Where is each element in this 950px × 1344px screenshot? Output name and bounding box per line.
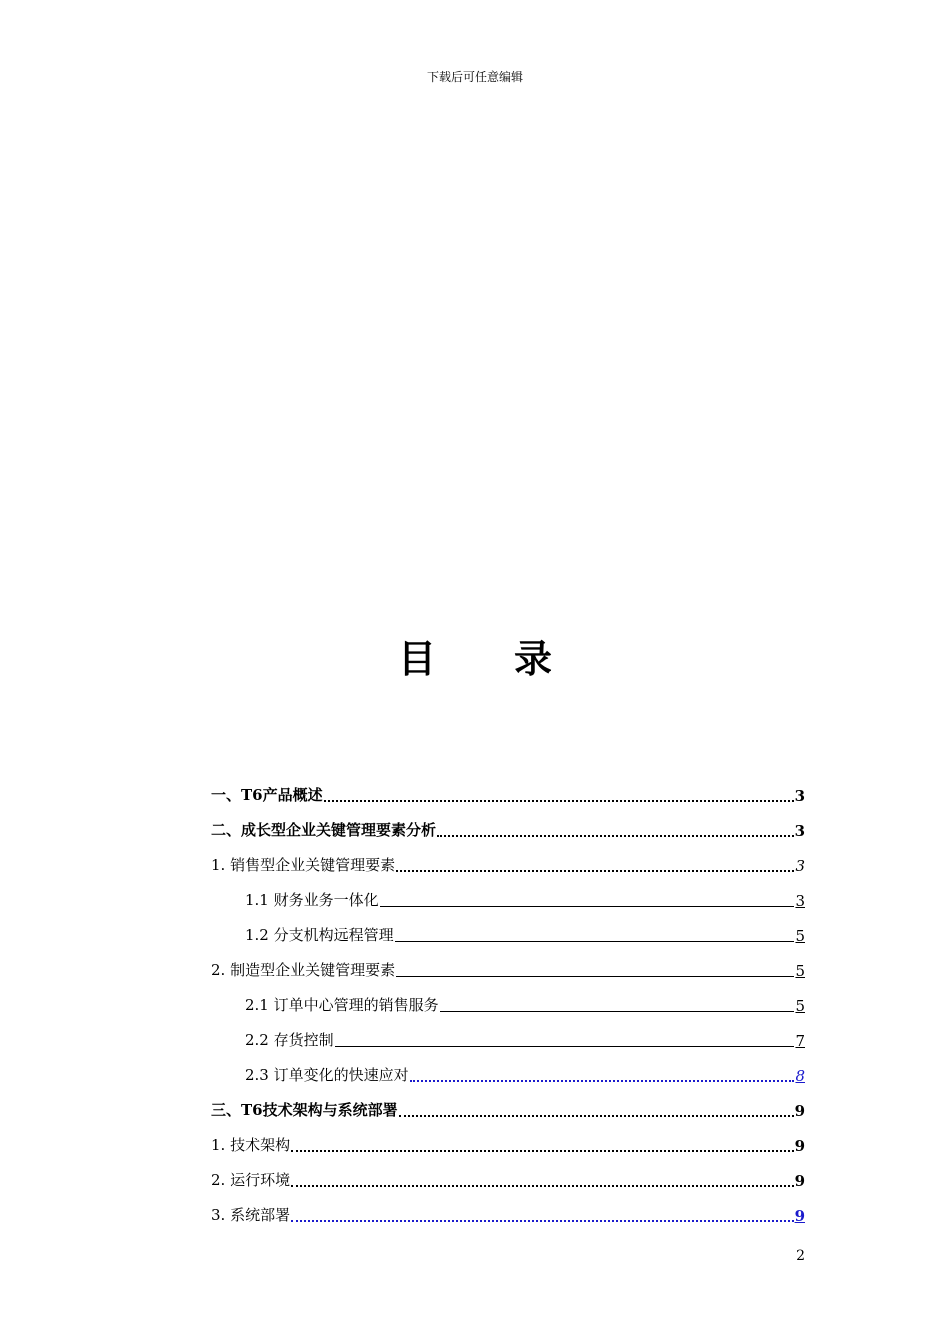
dot-leader [395, 941, 795, 942]
dot-leader [291, 1220, 793, 1222]
toc-entry-2[interactable]: 二、成长型企业关键管理要素分析 3 [211, 821, 805, 840]
dot-leader [410, 1080, 795, 1082]
toc-page-number: 3 [795, 892, 805, 910]
toc-page-number: 9 [794, 1102, 805, 1120]
dot-leader [380, 906, 795, 907]
page-number: 2 [796, 1248, 805, 1264]
toc-entry-3-1[interactable]: 1. 技术架构 9 [211, 1136, 805, 1155]
table-of-contents [211, 770, 805, 1225]
toc-page-number: 9 [794, 1207, 805, 1225]
dot-leader [396, 870, 794, 872]
toc-page-number: 5 [795, 997, 805, 1015]
toc-entry-2-1[interactable]: 1. 销售型企业关键管理要素 3 [211, 856, 805, 875]
toc-entry-2-2[interactable]: 2. 制造型企业关键管理要素 5 [211, 961, 805, 980]
toc-entry-3-3[interactable]: 3. 系统部署 9 [211, 1206, 805, 1225]
dot-leader [291, 1185, 793, 1187]
toc-page-number: 7 [795, 1032, 805, 1050]
toc-entry-3-2[interactable]: 2. 运行环境 9 [211, 1171, 805, 1190]
toc-page-number: 5 [795, 927, 805, 945]
toc-page-number: 8 [795, 1067, 805, 1085]
toc-entry-2-1-2[interactable]: 1.2 分支机构远程管理 5 [245, 926, 805, 945]
dot-leader [440, 1011, 795, 1012]
toc-entry-1[interactable]: 一、T6产品概述 3 [211, 786, 805, 805]
toc-entry-3[interactable]: 三、T6技术架构与系统部署 9 [211, 1101, 805, 1120]
page-header: 下载后可任意编辑 [426, 70, 523, 84]
toc-entry-2-2-1[interactable]: 2.1 订单中心管理的销售服务 5 [245, 996, 805, 1015]
toc-entry-2-2-2[interactable]: 2.2 存货控制 7 [245, 1031, 805, 1050]
dot-leader [291, 1150, 793, 1152]
toc-title [0, 628, 950, 683]
dot-leader [399, 1115, 794, 1117]
toc-entry-2-2-3[interactable]: 2.3 订单变化的快速应对 8 [245, 1066, 805, 1085]
toc-page-number: 5 [795, 962, 805, 980]
toc-page-number: 9 [794, 1172, 805, 1190]
toc-page-number: 9 [794, 1137, 805, 1155]
toc-title-char-1: 目 [397, 637, 436, 681]
dot-leader [324, 800, 794, 802]
toc-entry-2-1-1[interactable]: 1.1 财务业务一体化 3 [245, 891, 805, 910]
dot-leader [335, 1046, 795, 1047]
toc-page-number: 3 [794, 787, 805, 805]
toc-page-number: 3 [795, 857, 805, 875]
dot-leader [437, 835, 794, 837]
toc-title-char-2: 录 [514, 637, 553, 681]
toc-page-number: 3 [794, 822, 805, 840]
dot-leader [396, 976, 794, 977]
